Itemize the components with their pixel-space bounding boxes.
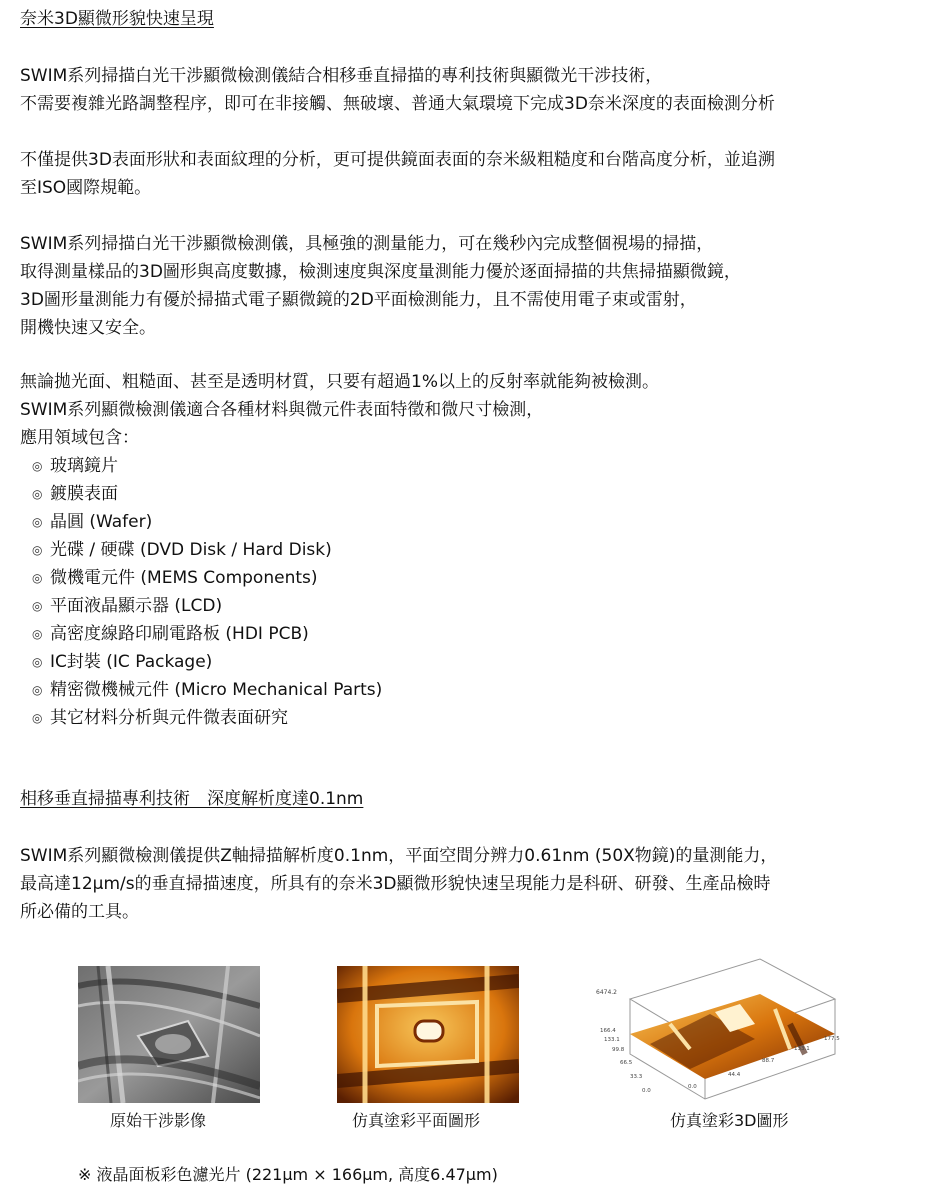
fig3-caption: 仿真塗彩3D圖形	[670, 1111, 789, 1130]
fig2-caption: 仿真塗彩平面圖形	[352, 1111, 481, 1130]
analysis-paragraph	[20, 146, 775, 202]
list-item: ◎ 光碟 / 硬碟 (DVD Disk / Hard Disk)	[32, 536, 382, 564]
x-tick-label: 44.4	[728, 1072, 741, 1078]
list-item: ◎ 平面液晶顯示器 (LCD)	[32, 592, 382, 620]
z-tick-label: 0.0	[642, 1088, 651, 1094]
materials-line: 應用領域包含：	[20, 428, 139, 448]
page-title: 奈米3D顯微形貌快速呈現	[20, 9, 214, 29]
materials-line: 無論拋光面、粗糙面、甚至是透明材質，只要有超過1%以上的反射率就能夠被檢測。	[20, 372, 659, 392]
z-tick-label: 66.5	[620, 1060, 633, 1066]
bullet-icon: ◎	[32, 627, 43, 641]
z-axis-top-label: 6474.2	[596, 989, 617, 996]
bullet-icon: ◎	[32, 711, 43, 725]
capability-line: 取得測量樣品的3D圖形與高度數據，檢測速度與深度量測能力優於逐面掃描的共焦掃描顯微鏡，	[20, 262, 741, 282]
interference-image-graphic	[78, 966, 260, 1103]
bullet-icon: ◎	[32, 487, 43, 501]
x-tick-label: 177.5	[824, 1036, 840, 1042]
applications-list	[32, 452, 382, 732]
analysis-line: 不僅提供3D表面形狀和表面紋理的分析，更可提供鏡面表面的奈米級粗糙度和台階高度分析，並追溯	[20, 150, 775, 170]
capability-line: 開機快速又安全。	[20, 318, 156, 338]
analysis-line: 至ISO國際規範。	[20, 178, 152, 198]
specs-line: 最高達12μm/s的垂直掃描速度，所具有的奈米3D顯微形貌快速呈現能力是科研、研發、生產品檢時	[20, 874, 771, 894]
capability-line: SWIM系列掃描白光干涉顯微檢測儀，具極強的測量能力，可在幾秒內完成整個視場的掃描，	[20, 234, 714, 254]
bullet-icon: ◎	[32, 571, 43, 585]
pseudocolor-plan-graphic	[337, 966, 519, 1103]
list-item: ◎ 玻璃鏡片	[32, 452, 382, 480]
pseudocolor-3d-graphic	[590, 954, 850, 1114]
x-tick-label: 88.7	[762, 1058, 775, 1064]
list-item: ◎ IC封裝 (IC Package)	[32, 648, 382, 676]
z-tick-label: 99.8	[612, 1047, 625, 1053]
bullet-icon: ◎	[32, 683, 43, 697]
pseudocolor-plan-image	[337, 966, 519, 1107]
footnote: ※ 液晶面板彩色濾光片 (221μm × 166μm, 高度6.47μm)	[78, 1165, 498, 1184]
x-tick-label: 0.0	[688, 1084, 697, 1090]
list-item: ◎ 其它材料分析與元件微表面研究	[32, 704, 382, 732]
z-tick-label: 133.1	[604, 1037, 620, 1043]
list-item: ◎ 精密微機械元件 (Micro Mechanical Parts)	[32, 676, 382, 704]
list-item: ◎ 鍍膜表面	[32, 480, 382, 508]
intro-line: SWIM系列掃描白光干涉顯微檢測儀結合相移垂直掃描的專利技術與顯微光干涉技術，	[20, 66, 663, 86]
specs-line: SWIM系列顯微檢測儀提供Z軸掃描解析度0.1nm，平面空間分辨力0.61nm (50X物鏡)的量測能力，	[20, 846, 778, 866]
capability-line: 3D圖形量測能力有優於掃描式電子顯微鏡的2D平面檢測能力，且不需使用電子束或雷射，	[20, 290, 697, 310]
bullet-icon: ◎	[32, 655, 43, 669]
z-tick-label: 33.3	[630, 1074, 643, 1080]
pseudocolor-3d-image	[590, 954, 850, 1118]
bullet-icon: ◎	[32, 599, 43, 613]
intro-paragraph	[20, 62, 775, 118]
bullet-icon: ◎	[32, 459, 43, 473]
z-tick-label: 166.4	[600, 1028, 616, 1034]
bullet-icon: ◎	[32, 515, 43, 529]
list-item: ◎ 微機電元件 (MEMS Components)	[32, 564, 382, 592]
x-tick-label: 133.1	[794, 1046, 810, 1052]
interference-image	[78, 966, 260, 1107]
materials-line: SWIM系列顯微檢測儀適合各種材料與微元件表面特徵和微尺寸檢測，	[20, 400, 544, 420]
specs-line: 所必備的工具。	[20, 902, 139, 922]
intro-line: 不需要複雜光路調整程序，即可在非接觸、無破壞、普通大氣環境下完成3D奈米深度的表面檢測分析	[20, 94, 775, 114]
specs-paragraph	[20, 842, 777, 926]
list-item: ◎ 晶圓 (Wafer)	[32, 508, 382, 536]
list-item: ◎ 高密度線路印刷電路板 (HDI PCB)	[32, 620, 382, 648]
capability-paragraph	[20, 230, 741, 342]
fig1-caption: 原始干涉影像	[110, 1111, 207, 1130]
materials-paragraph	[20, 368, 659, 452]
section-heading: 相移垂直掃描專利技術 深度解析度達0.1nm	[20, 789, 364, 809]
bullet-icon: ◎	[32, 543, 43, 557]
